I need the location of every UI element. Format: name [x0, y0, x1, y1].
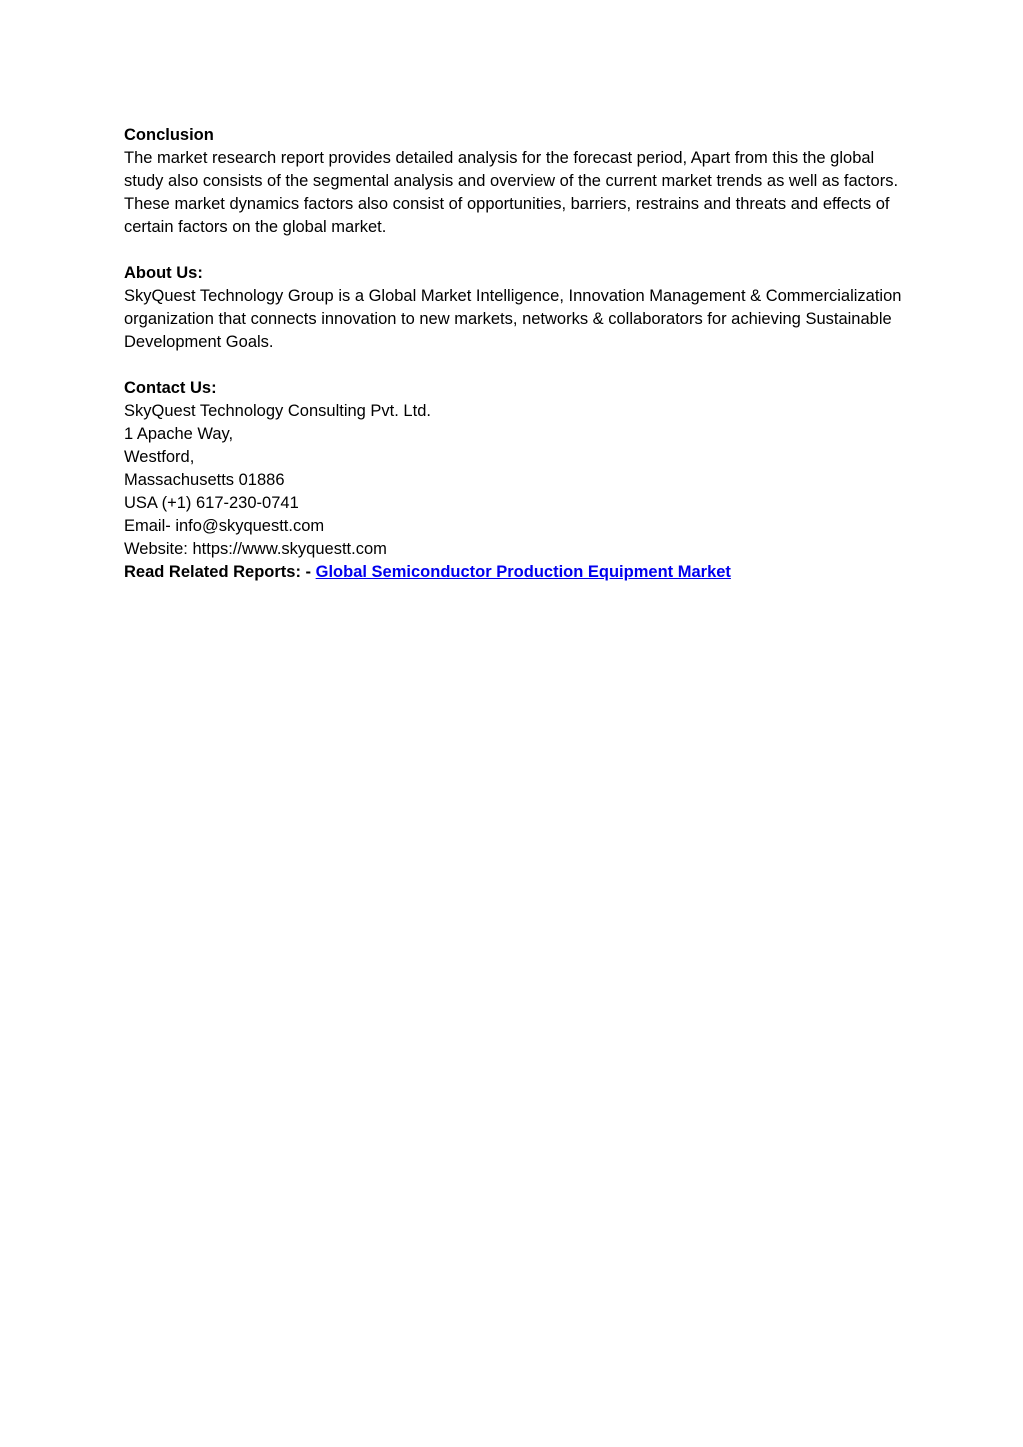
contact-email: Email- info@skyquestt.com — [124, 517, 325, 535]
about-heading: About Us: — [124, 264, 203, 282]
contact-state-zip: Massachusetts 01886 — [124, 471, 285, 489]
about-paragraph: SkyQuest Technology Group is a Global Market Intelligence, Innovation Management & Commercialization organization that connects innovation to new markets, networks & collaborators for achieving Sustainable Development Goals. — [124, 287, 902, 351]
contact-city: Westford, — [124, 448, 195, 466]
contact-website: Website: https://www.skyquestt.com — [124, 540, 387, 558]
spacer — [124, 354, 904, 377]
related-report-link[interactable]: Global Semiconductor Production Equipment Market — [315, 563, 731, 581]
related-reports-label: Read Related Reports: - — [124, 563, 316, 581]
contact-company: SkyQuest Technology Consulting Pvt. Ltd. — [124, 402, 431, 420]
contact-phone: USA (+1) 617-230-0741 — [124, 494, 299, 512]
contact-street: 1 Apache Way, — [124, 425, 234, 443]
spacer — [124, 239, 904, 262]
related-reports-line — [124, 561, 904, 584]
conclusion-paragraph: The market research report provides detailed analysis for the forecast period, Apart from this the global study also consists of the segmental analysis and overview of the current market trends as well as factors. These market dynamics factors also consist of opportunities, barriers, restrains and threats and effects of certain factors on the global market. — [124, 149, 899, 236]
conclusion-heading: Conclusion — [124, 126, 214, 144]
document-page — [124, 124, 904, 584]
contact-heading: Contact Us: — [124, 379, 217, 397]
